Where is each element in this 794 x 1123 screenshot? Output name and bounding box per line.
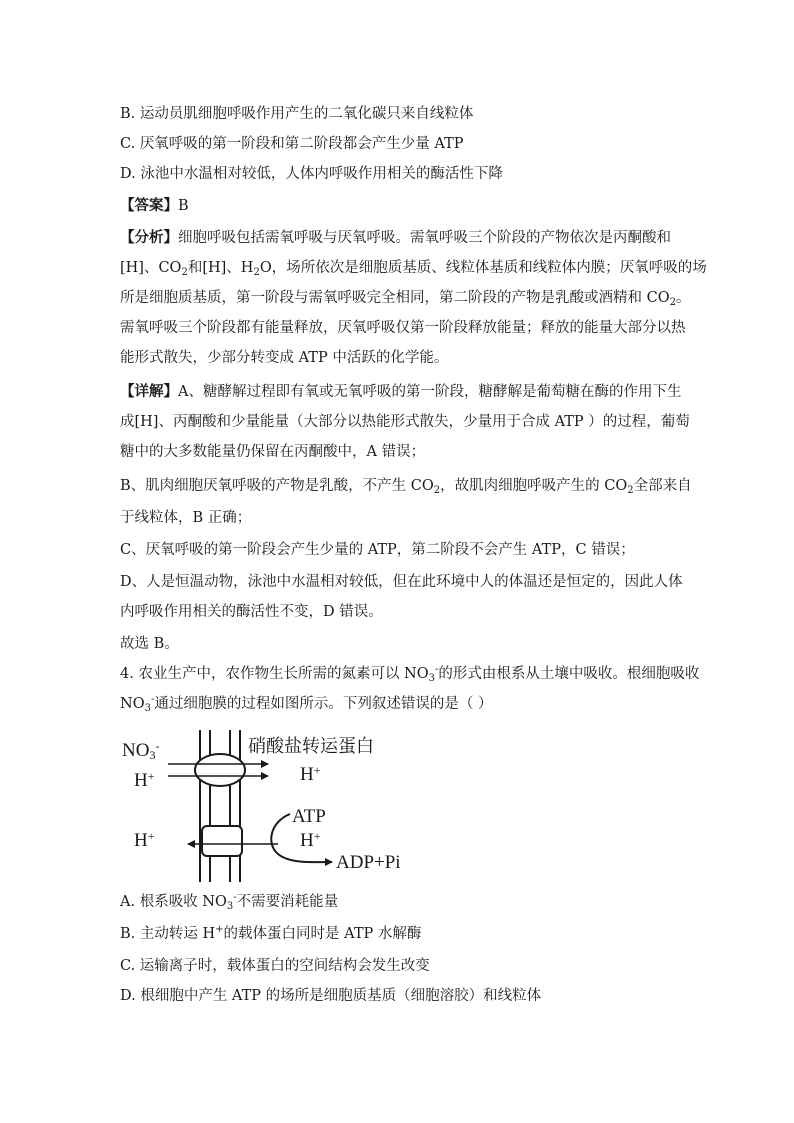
detail-line-c1: C、厌氧呼吸的第一阶段会产生少量的 ATP，第二阶段不会产生 ATP，C 错误； [120,542,635,558]
analysis-tag: 【分析】 [120,229,178,246]
adp-pi-label: ADP+Pi [336,852,401,873]
option-c-prev: C. 厌氧呼吸的第一阶段和第二阶段都会产生少量 ATP [120,136,464,152]
detail-line-d2: 内呼吸作用相关的酶活性不变，D 错误。 [120,604,383,620]
question4-option-c: C. 运输离子时，载体蛋白的空间结构会发生改变 [120,958,430,974]
detail-line-a2: 成[H]、丙酮酸和少量能量（大部分以热能形式散失，少量用于合成 ATP ）的过程，葡萄 [120,414,690,430]
atp-label: ATP [292,806,326,827]
detail-line-d1: D、人是恒温动物，泳池中水温相对较低，但在此环境中人的体温还是恒定的，因此人体 [120,574,683,590]
detail-conclusion: 故选 B。 [120,636,179,652]
analysis-text: 细胞呼吸包括需氧呼吸与厌氧呼吸。需氧呼吸三个阶段的产物依次是丙酮酸和 [178,230,671,246]
no3-label: $NO_3^-$ [122,739,160,762]
analysis-line-1 [120,228,671,248]
membrane-transport-diagram [118,722,418,882]
h-label-inner: H+ [300,829,321,851]
option-d-prev: D. 泳池中水温相对较低，人体内呼吸作用相关的酶活性下降 [120,166,503,182]
detail-line-b2: 于线粒体，B 正确； [120,510,252,526]
nitrate-transporter-label: 硝酸盐转运蛋白 [248,736,374,757]
answer-tag: 【答案】 [120,197,178,214]
option-b-prev: B. 运动员肌细胞呼吸作用产生的二氧化碳只来自线粒体 [120,106,474,122]
question4-stem-1: 4. 农业生产中，农作物生长所需的氮素可以 $NO_3^-$的形式由根系从土壤中吸收。根细胞吸收 [120,664,700,684]
detail-tag: 【详解】 [120,383,178,400]
analysis-line-4: 需氧呼吸三个阶段都有能量释放，厌氧呼吸仅第一阶段释放能量；释放的能量大部分以热 [120,320,686,336]
detail-line-a3: 糖中的大多数能量仍保留在丙酮酸中，A 错误； [120,444,426,460]
h-label-right-top: H+ [300,763,321,785]
proton-pump [202,826,242,856]
question4-option-b: B. 主动转运 H+的载体蛋白同时是 ATP 水解酶 [120,924,422,942]
h-label-left-top: H+ [134,769,155,791]
answer-value: B [178,198,189,214]
cell-membrane [200,730,240,882]
detail-line-a1: 【详解】A、糖酵解过程即有氧或无氧呼吸的第一阶段，糖酵解是葡萄糖在酶的作用下生 [120,383,682,400]
nitrate-transporter [195,754,245,786]
question4-stem-2: $NO_3^-$通过细胞膜的过程如图所示。下列叙述错误的是（ ） [120,694,493,714]
analysis-line-2: [H]、$CO_2$和[H]、$H_2O$，场所依次是细胞质基质、线粒体基质和线粒体内膜；厌氧呼吸的场 [120,260,707,278]
h-label-left-bottom: H+ [134,829,155,851]
question4-option-d: D. 根细胞中产生 ATP 的场所是细胞质基质（细胞溶胶）和线粒体 [120,988,542,1004]
analysis-line-3: 所是细胞质基质，第一阶段与需氧呼吸完全相同，第二阶段的产物是乳酸或酒精和 $CO_2$。 [120,290,691,308]
analysis-line-5: 能形式散失，少部分转变成 ATP 中活跃的化学能。 [120,350,449,366]
detail-line-b1: B、肌肉细胞厌氧呼吸的产物是乳酸，不产生 $CO_2$，故肌肉细胞呼吸产生的 $CO_2$全部来自 [120,478,692,496]
answer-line [120,196,189,216]
question4-option-a: A. 根系吸收 $NO_3^-$不需要消耗能量 [120,892,339,912]
